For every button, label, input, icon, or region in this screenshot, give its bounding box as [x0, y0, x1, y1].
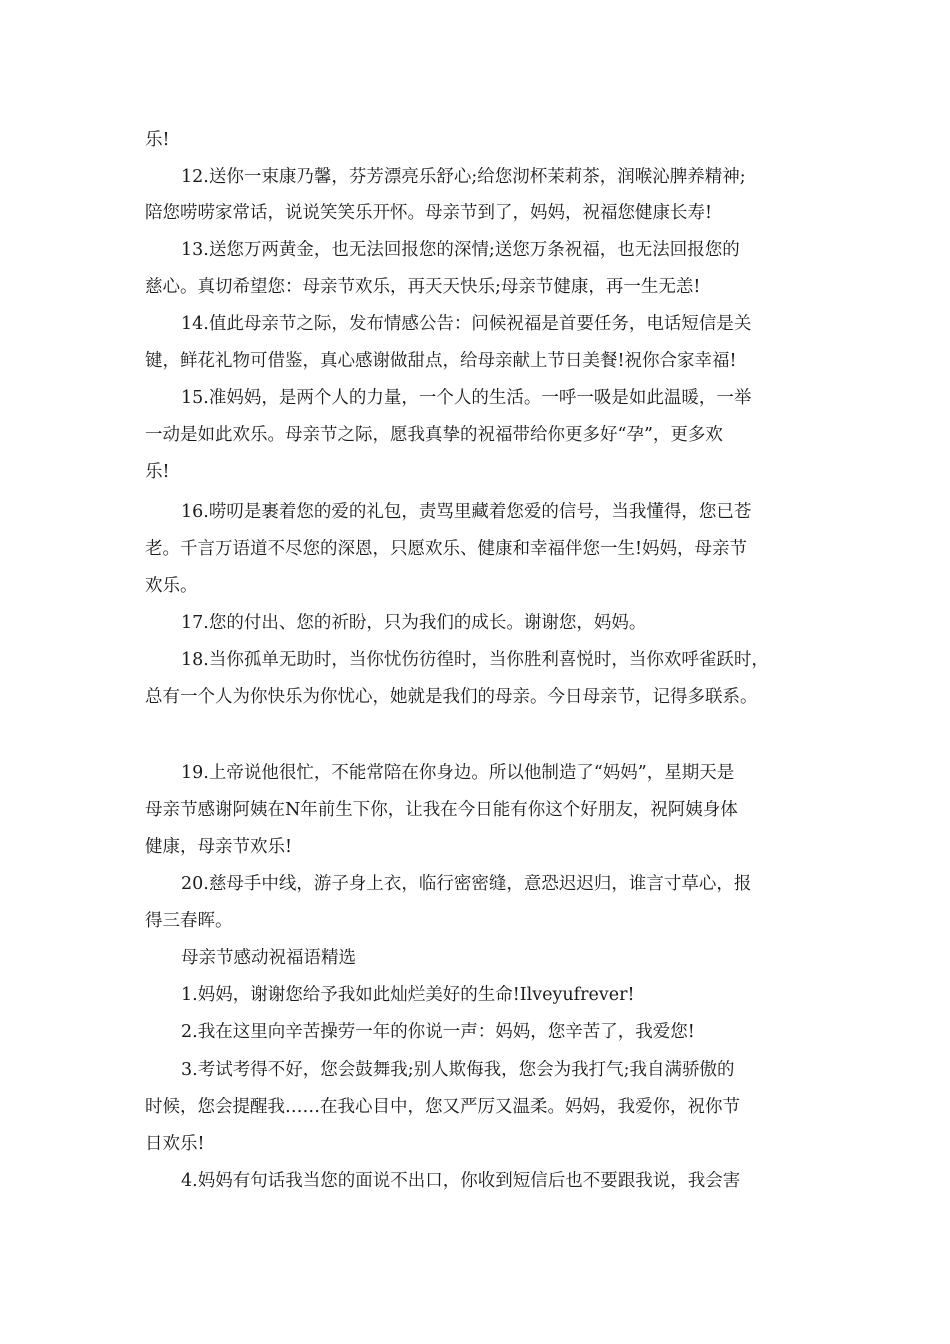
text-line: 得三春晖。 — [145, 911, 233, 931]
text-line: 17.您的付出、您的祈盼，只为我们的成长。谢谢您，妈妈。 — [181, 613, 647, 633]
text-line: 1.妈妈，谢谢您给予我如此灿烂美好的生命!Ilveyufrever! — [181, 985, 635, 1005]
text-line: 18.当你孤单无助时，当你忧伤彷徨时，当你胜利喜悦时，当你欢呼雀跃时， — [181, 650, 769, 670]
text-line: 13.送您万两黄金，也无法回报您的深情;送您万条祝福，也无法回报您的 — [181, 240, 740, 260]
text-line: 16.唠叨是裹着您的爱的礼包，责骂里藏着您爱的信号，当我懂得，您已苍 — [181, 502, 752, 522]
section-heading: 母亲节感动祝福语精选 — [181, 948, 356, 968]
text-line: 乐! — [145, 462, 170, 482]
text-line: 12.送你一束康乃馨，芬芳漂亮乐舒心;给您沏杯茉莉茶，润喉沁脾养精神; — [181, 167, 746, 187]
text-line: 时候，您会提醒我……在我心目中，您又严厉又温柔。妈妈，我爱你，祝你节 — [145, 1097, 740, 1117]
text-line: 总有一个人为你快乐为你忧心，她就是我们的母亲。今日母亲节，记得多联系。 — [145, 687, 758, 707]
text-line: 欢乐。 — [145, 576, 198, 596]
text-line: 乐! — [145, 130, 170, 150]
text-line: 14.值此母亲节之际，发布情感公告：问候祝福是首要任务，电话短信是关 — [181, 314, 752, 334]
text-line: 母亲节感谢阿姨在N年前生下你，让我在今日能有你这个好朋友，祝阿姨身体 — [145, 800, 738, 820]
text-line: 慈心。真切希望您：母亲节欢乐，再天天快乐;母亲节健康，再一生无恙! — [145, 277, 701, 297]
text-line: 陪您唠唠家常话，说说笑笑乐开怀。母亲节到了，妈妈，祝福您健康长寿! — [145, 203, 713, 223]
text-line: 日欢乐! — [145, 1134, 205, 1154]
text-line: 4.妈妈有句话我当您的面说不出口，你收到短信后也不要跟我说，我会害 — [181, 1171, 741, 1191]
text-line: 3.考试考得不好，您会鼓舞我;别人欺侮我，您会为我打气;我自满骄傲的 — [181, 1060, 735, 1080]
text-line: 老。千言万语道不尽您的深恩，只愿欢乐、健康和幸福伴您一生!妈妈，母亲节 — [145, 539, 748, 559]
text-line: 一动是如此欢乐。母亲节之际，愿我真挚的祝福带给你更多好“孕”，更多欢 — [145, 425, 723, 445]
text-line: 健康，母亲节欢乐! — [145, 837, 293, 857]
text-line: 19.上帝说他很忙，不能常陪在你身边。所以他制造了“妈妈”，星期天是 — [181, 763, 735, 783]
text-line: 键，鲜花礼物可借鉴，真心感谢做甜点，给母亲献上节日美餐!祝你合家幸福! — [145, 351, 737, 371]
text-line: 2.我在这里向辛苦操劳一年的你说一声：妈妈，您辛苦了，我爱您! — [181, 1022, 695, 1042]
text-line: 15.准妈妈，是两个人的力量，一个人的生活。一呼一吸是如此温暖，一举 — [181, 388, 752, 408]
text-line: 20.慈母手中线，游子身上衣，临行密密缝，意恐迟迟归，谁言寸草心，报 — [181, 874, 752, 894]
